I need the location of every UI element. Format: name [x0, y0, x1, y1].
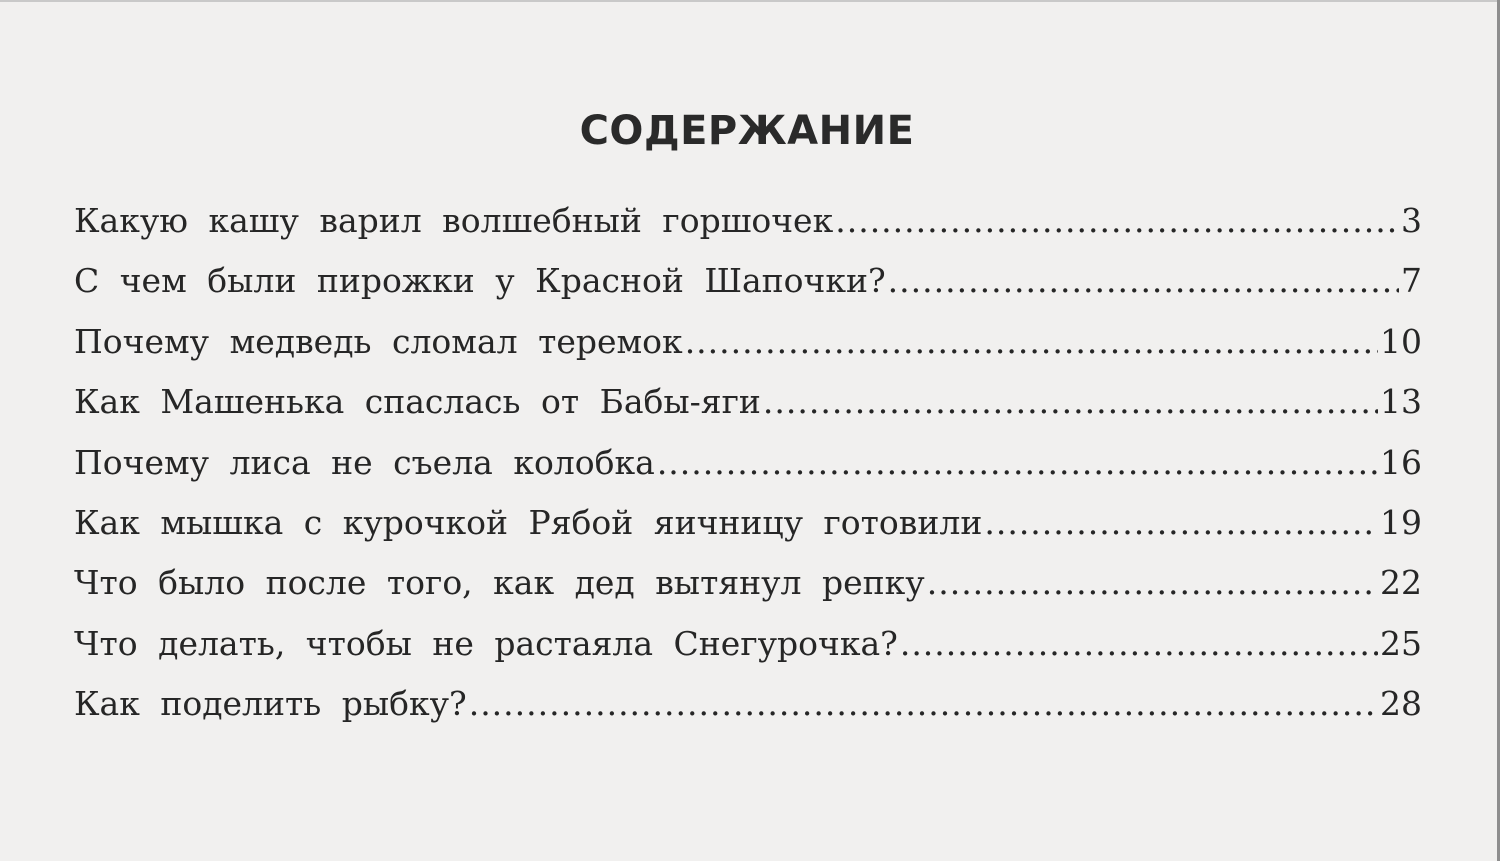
- toc-entry-page-number: 16: [1380, 442, 1422, 482]
- table-of-contents: [74, 191, 1422, 735]
- toc-entry-title: Что делать, чтобы не растаяла Снегурочка?: [74, 623, 898, 663]
- toc-entry-page-number: 28: [1380, 684, 1422, 724]
- contents-heading: СОДЕРЖАНИЕ: [579, 108, 915, 154]
- toc-entry: [74, 372, 1422, 432]
- dot-leader: [927, 553, 1378, 613]
- toc-entry-title: Почему медведь сломал теремок: [74, 321, 683, 361]
- toc-entry-page-number: 7: [1401, 261, 1422, 301]
- toc-entry: [74, 614, 1422, 674]
- dot-leader: [469, 674, 1378, 734]
- toc-entry-page-number: 3: [1401, 201, 1422, 240]
- toc-entry: [74, 312, 1422, 372]
- dot-leader: [888, 251, 1399, 311]
- toc-entry: [74, 674, 1422, 734]
- toc-entry: [74, 553, 1422, 613]
- toc-entry-title: Как мышка с курочкой Рябой яичницу готовили: [74, 502, 983, 542]
- dot-leader: [984, 493, 1378, 553]
- toc-entry-title: Почему лиса не съела колобка: [74, 442, 655, 482]
- toc-entry: [74, 251, 1422, 311]
- dot-leader: [900, 614, 1378, 674]
- toc-entry-page-number: 22: [1380, 563, 1422, 603]
- dot-leader: [657, 433, 1378, 493]
- dot-leader: [685, 312, 1378, 372]
- page-top-edge: [0, 0, 1500, 2]
- toc-entry-title: Как поделить рыбку?: [74, 684, 467, 724]
- toc-entry-page-number: 13: [1380, 382, 1422, 422]
- toc-entry-title: Какую кашу варил волшебный горшочек: [74, 201, 834, 240]
- toc-entry-title: Что было после того, как дед вытянул репку: [74, 563, 925, 603]
- dot-leader: [835, 191, 1399, 251]
- toc-entry-title: Как Машенька спаслась от Бабы-яги: [74, 382, 761, 422]
- toc-entry: [74, 493, 1422, 553]
- toc-entry-page-number: 10: [1380, 321, 1422, 361]
- toc-entry-page-number: 19: [1380, 502, 1422, 542]
- dot-leader: [763, 372, 1378, 432]
- toc-entry-title: С чем были пирожки у Красной Шапочки?: [74, 261, 886, 301]
- toc-entry: [74, 433, 1422, 493]
- toc-entry: [74, 191, 1422, 251]
- toc-entry-page-number: 25: [1380, 623, 1422, 663]
